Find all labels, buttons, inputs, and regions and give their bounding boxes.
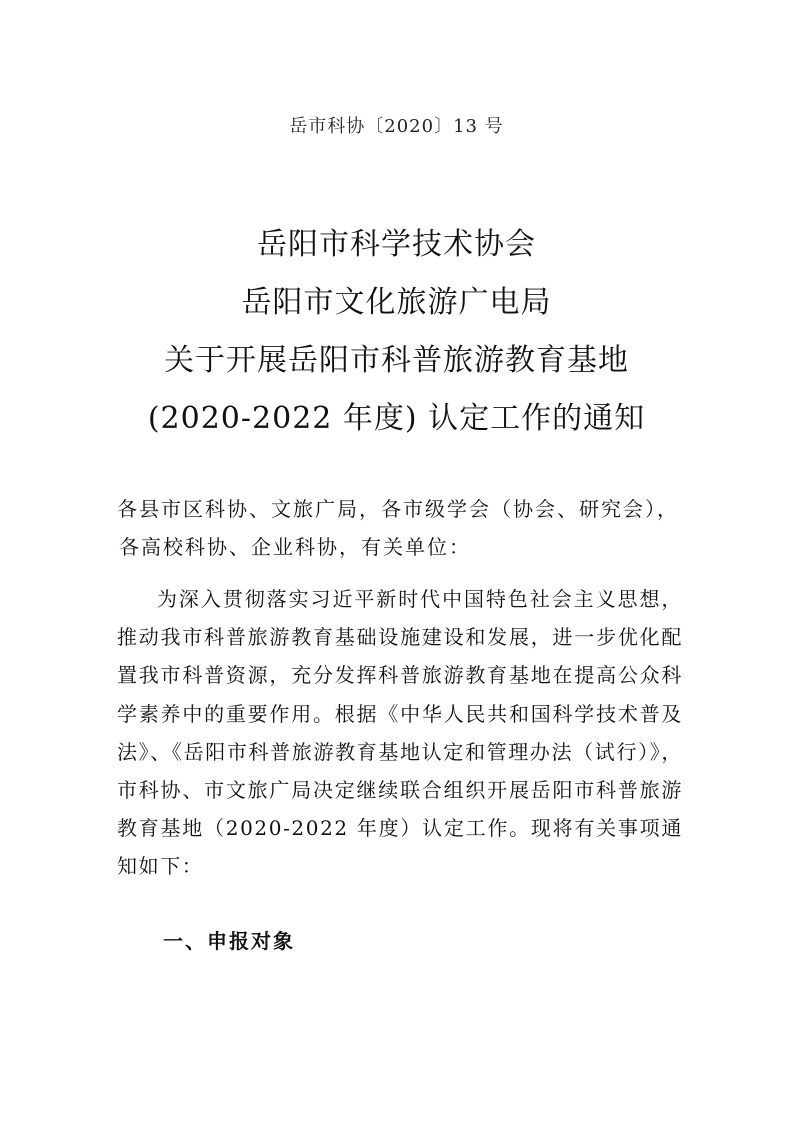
recipients-line-2: 各高校科协、企业科协，有关单位： [119,535,471,559]
title-line-1: 岳阳市科学技术协会 [257,227,536,262]
title-line-3: 关于开展岳阳市科普旅游教育基地 [164,343,629,378]
recipients-line-1: 各县市区科协、文旅广局，各市级学会（协会、研究会）， [117,497,679,521]
body-paragraph: 为深入贯彻落实习近平新时代中国特色社会主义思想，推动我市科普旅游教育基础设施建设和发展，进一步优化配置我市科普资源，充分发挥科普旅游教育基地在提高公众科学素养中的重要作用。根据《中华人民共和国科学技术普及法》、《岳阳市科普旅游教育基地认定和管理办法（试行）》，市科协、市文旅广局决定继续联合组织开展岳阳市科普旅游教育基地（2020-2022 年度）认定工作。现将有关事项通知如下： [117,587,683,879]
section-heading: 一、申报对象 [163,929,295,953]
title-line-2: 岳阳市文化旅游广电局 [241,285,552,320]
title-line-4: (2020-2022 年度) 认定工作的通知 [147,401,646,436]
document-number: 岳市科协〔2020〕13 号 [289,116,504,137]
recipients [117,490,687,566]
document-title [0,216,793,448]
